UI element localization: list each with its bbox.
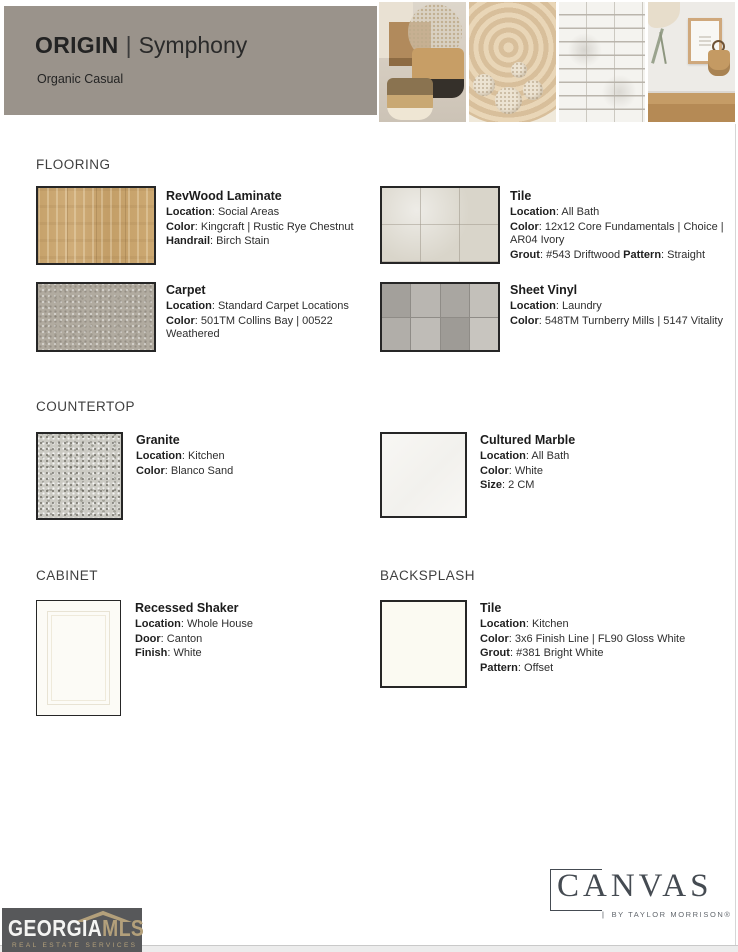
spec-line: Pattern: Offset [480, 661, 554, 674]
spec-line: Location: Standard Carpet Locations [166, 300, 349, 312]
vinyl-tile-cell [441, 318, 469, 351]
spec-value: 2 CM [508, 479, 535, 491]
section-heading-countertop: COUNTERTOP [36, 399, 136, 414]
spec-label: Color [166, 314, 195, 327]
spec-value: Birch Stain [216, 235, 270, 247]
item-title: Granite [136, 433, 180, 447]
item-title: RevWood Laminate [166, 189, 282, 203]
vinyl-tile-cell [470, 284, 498, 317]
spec-value: All Bath [561, 206, 600, 218]
item-title: Carpet [166, 283, 206, 297]
spec-line: Color: 12x12 Core Fundamentals | Choice | AR04 Ivory [510, 220, 724, 246]
item-title: Cultured Marble [480, 433, 576, 447]
spec-label: Grout [510, 248, 540, 261]
macrame-shape [648, 2, 680, 28]
spec-label: Location [510, 206, 556, 218]
spec-value: Social Areas [217, 206, 280, 218]
carpet-swatch [36, 282, 156, 352]
spec-label: Size [480, 479, 503, 491]
revwood-laminate-swatch [36, 186, 156, 265]
spec-value: #543 Driftwood [546, 248, 621, 261]
collection-name: ORIGIN [35, 32, 119, 58]
georgia-mls-wordmark [8, 915, 144, 942]
vinyl-tile-cell [441, 284, 469, 317]
cultured-marble-swatch [380, 432, 467, 518]
spec-label: Color [480, 632, 509, 645]
vinyl-tile-cell [382, 284, 410, 317]
spec-label: Door [135, 632, 161, 645]
granite-details [136, 433, 371, 479]
vinyl-tile-cell [411, 284, 439, 317]
spec-label: Location [480, 450, 526, 462]
spec-line: Color: White [480, 464, 543, 477]
wicker-ball-shape [511, 62, 527, 78]
canvas-logo [550, 866, 732, 922]
plant-stem-shape [659, 32, 667, 64]
tile-swatch [380, 600, 467, 688]
spec-label: Location [135, 618, 181, 630]
georgia-mls-logo [2, 908, 145, 952]
style-subtitle: Organic Casual [37, 72, 124, 86]
spec-label: Pattern [480, 661, 518, 674]
spec-line: Location: All Bath [480, 450, 570, 462]
spec-label: Pattern [623, 248, 662, 261]
cultured-marble-details [480, 433, 725, 494]
tile-details [510, 189, 724, 263]
spec-label: Color [136, 464, 165, 477]
revwood-laminate-details [166, 189, 378, 250]
canvas-wordmark: CANVAS [557, 868, 713, 904]
photo-baskets-with-dried-flowers [379, 2, 466, 122]
basket-shape [387, 78, 433, 120]
spec-value: Kitchen [187, 450, 225, 462]
recessed-shaker-details [135, 601, 370, 662]
spec-label: Location [166, 206, 212, 218]
spec-line: Grout: #543 Driftwood Pattern: Straight [510, 248, 706, 261]
byline-text: BY TAYLOR MORRISON® [611, 910, 732, 919]
spec-line: Color: Blanco Sand [136, 464, 234, 477]
spec-value: Offset [524, 661, 554, 674]
spec-label: Finish [135, 647, 168, 659]
spec-value: 548TM Turnberry Mills | 5147 Vitality [544, 314, 723, 327]
tile-swatch [380, 186, 500, 264]
spec-value: Straight [667, 248, 706, 261]
spec-label: Location [166, 300, 212, 312]
spec-value: Laundry [561, 300, 602, 312]
photo-console-table-with-frame [648, 2, 735, 122]
recessed-shaker-swatch [36, 600, 121, 716]
photo-white-brick-wall [559, 2, 646, 122]
section-heading-cabinet: CABINET [36, 568, 99, 583]
granite-swatch [36, 432, 123, 520]
spec-label: Grout [480, 647, 510, 659]
spec-value: White [173, 647, 202, 659]
page-right-edge [735, 124, 736, 946]
item-title: Sheet Vinyl [510, 283, 578, 297]
spec-value: Whole House [186, 618, 254, 630]
plan-name: Symphony [138, 32, 248, 58]
title-divider: | [125, 32, 132, 58]
photo-wooden-bowl-with-wicker-balls [469, 2, 556, 122]
spec-label: Handrail [166, 235, 211, 247]
spec-value: Kitchen [531, 618, 569, 630]
spec-value: 12x12 Core Fundamentals | Choice | AR04 Ivory [510, 220, 724, 246]
photo-strip [379, 2, 735, 122]
item-title: Tile [510, 189, 532, 203]
spec-line: Location: All Bath [510, 206, 600, 218]
carpet-details [166, 283, 378, 343]
spec-line: Location: Kitchen [480, 618, 569, 630]
item-title: Tile [480, 601, 502, 615]
spec-value: White [514, 464, 543, 477]
spec-label: Color [480, 464, 509, 477]
spec-line: Location: Laundry [510, 300, 602, 312]
spec-value: Canton [166, 632, 203, 645]
vinyl-tile-cell [411, 318, 439, 351]
canvas-byline [602, 910, 732, 919]
spec-line: Handrail: Birch Stain [166, 235, 270, 247]
spec-label: Location [136, 450, 182, 462]
spec-line: Location: Kitchen [136, 450, 225, 462]
section-heading-flooring: FLOORING [36, 157, 111, 172]
spec-value: Standard Carpet Locations [217, 300, 349, 312]
section-heading-backsplash: BACKSPLASH [380, 568, 476, 583]
basket-shape [708, 50, 730, 76]
frame-art-shape [699, 37, 711, 46]
sheet-vinyl-swatch [380, 282, 500, 352]
spec-value: 501TM Collins Bay | 00522 Weathered [166, 314, 333, 340]
spec-label: Color [166, 220, 195, 233]
item-title: Recessed Shaker [135, 601, 239, 615]
vinyl-tile-cell [470, 318, 498, 351]
byline-divider: | [602, 910, 606, 919]
spec-value: #381 Bright White [516, 647, 604, 659]
spec-line: Location: Whole House [135, 618, 254, 630]
spec-label: Location [510, 300, 556, 312]
mls-text: MLS [102, 915, 145, 941]
spec-line: Color: 548TM Turnberry Mills | 5147 Vitality [510, 314, 723, 327]
tile-details [480, 601, 728, 676]
vinyl-tile-cell [382, 318, 410, 351]
spec-line: Color: 501TM Collins Bay | 00522 Weathered [166, 314, 333, 340]
spec-label: Color [510, 220, 539, 233]
spec-line: Finish: White [135, 647, 202, 659]
spec-line: Door: Canton [135, 632, 203, 645]
spec-line: Location: Social Areas [166, 206, 280, 218]
wicker-ball-shape [495, 87, 522, 114]
spec-line: Color: 3x6 Finish Line | FL90 Gloss White [480, 632, 686, 645]
spec-line: Color: Kingcraft | Rustic Rye Chestnut [166, 220, 354, 233]
brick-joints-shape [559, 2, 646, 122]
page-title [35, 32, 247, 59]
cabinet-recessed-panel [47, 611, 110, 705]
wicker-ball-shape [523, 80, 543, 100]
spec-value: 3x6 Finish Line | FL90 Gloss White [514, 632, 686, 645]
spec-line: Grout: #381 Bright White [480, 647, 604, 659]
mls-tagline: REAL ESTATE SERVICES [12, 942, 138, 949]
spec-value: Kingcraft | Rustic Rye Chestnut [200, 220, 354, 233]
spec-value: All Bath [531, 450, 570, 462]
spec-label: Location [480, 618, 526, 630]
spec-line: Size: 2 CM [480, 479, 535, 491]
spec-label: Color [510, 314, 539, 327]
sheet-vinyl-details [510, 283, 736, 329]
spec-value: Blanco Sand [170, 464, 234, 477]
header-band [4, 6, 377, 115]
georgia-text: GEORGIA [8, 915, 103, 941]
wicker-ball-shape [473, 74, 495, 96]
